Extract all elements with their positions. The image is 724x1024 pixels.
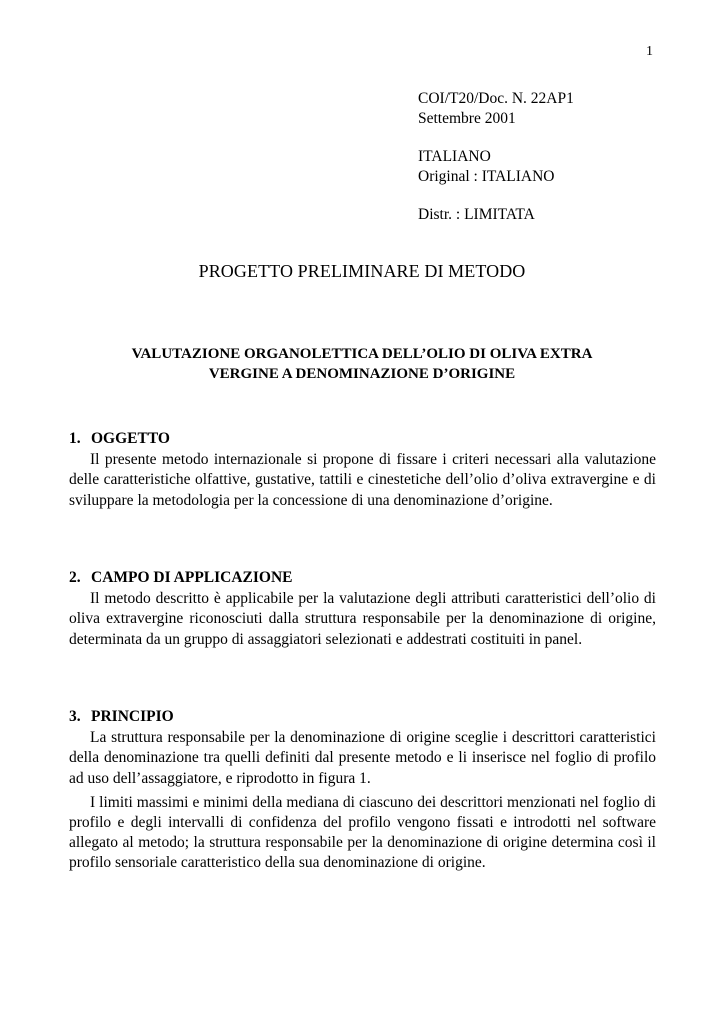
- document-language: ITALIANO: [418, 148, 491, 165]
- subtitle-line-1: VALUTAZIONE ORGANOLETTICA DELL’OLIO DI OLIVA EXTRA: [131, 346, 593, 362]
- document-title: PROGETTO PRELIMINARE DI METODO: [198, 261, 526, 281]
- section-oggetto: [69, 429, 656, 515]
- section-principio: [69, 707, 656, 878]
- document-header: [418, 89, 574, 225]
- section-number: 3.: [69, 708, 81, 725]
- section-heading: [69, 568, 656, 588]
- section-title: PRINCIPIO: [91, 708, 174, 725]
- distribution-note: Distr. : LIMITATA: [418, 206, 535, 223]
- page-number: 1: [646, 44, 653, 59]
- section-paragraph: La struttura responsabile per la denominazione di origine sceglie i descrittori caratteristici della denominazione tra quelli definiti dal presente metodo e li inserisce nel foglio di profilo ad uso dell’assaggiatore, e riprodotto in figura 1.: [69, 729, 656, 787]
- section-paragraph: Il metodo descritto è applicabile per la valutazione degli attributi caratteristici dell’olio di oliva extravergine riconosciuti dalla struttura responsabile per la denominazione di origine, determinata da un gruppo di assaggiatori selezionati e addestrati costituiti in panel.: [69, 590, 656, 648]
- section-heading: [69, 707, 656, 727]
- section-paragraph: Il presente metodo internazionale si propone di fissare i criteri necessari alla valutazione delle caratteristiche olfattive, gustative, tattili e cinestetiche dell’olio d’oliva extravergine e di sviluppare la metodologia per la concessione di una denominazione d’origine.: [69, 451, 656, 509]
- section-heading: [69, 429, 656, 449]
- section-number: 1.: [69, 430, 81, 447]
- section-number: 2.: [69, 569, 81, 586]
- section-campo-di-applicazione: [69, 568, 656, 654]
- subtitle-line-2: VERGINE A DENOMINAZIONE D’ORIGINE: [208, 366, 516, 382]
- original-language: Original : ITALIANO: [418, 168, 555, 185]
- document-date: Settembre 2001: [418, 110, 516, 127]
- section-title: OGGETTO: [91, 430, 170, 447]
- document-reference: COI/T20/Doc. N. 22AP1: [418, 90, 574, 107]
- document-subtitle: [60, 344, 664, 384]
- section-paragraph: I limiti massimi e minimi della mediana di ciascuno dei descrittori menzionati nel foglio di profilo e degli intervalli di confidenza del profilo vengono fissati e introdotti nel software allegato al metodo; la struttura responsabile per la denominazione di origine determina così il profilo sensoriale caratteristico della sua denominazione di origine.: [69, 793, 656, 872]
- section-title: CAMPO DI APPLICAZIONE: [91, 569, 293, 586]
